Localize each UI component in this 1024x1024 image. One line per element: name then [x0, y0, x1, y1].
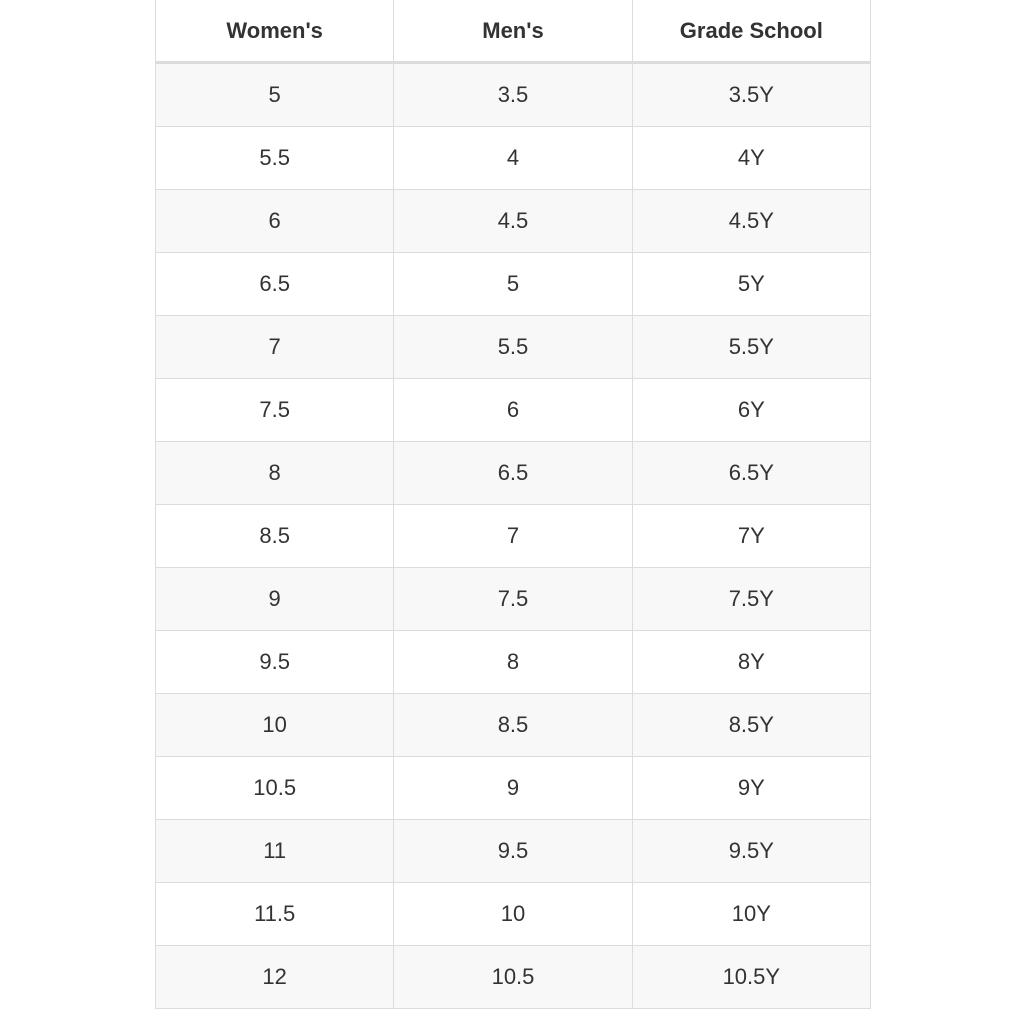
mens-size-cell: 9.5 — [394, 820, 632, 883]
womens-size-cell: 7 — [156, 316, 394, 379]
header-row — [156, 0, 871, 63]
table-row — [156, 694, 871, 757]
mens-size-cell: 6.5 — [394, 442, 632, 505]
grade-school-size-cell: 6.5Y — [632, 442, 870, 505]
mens-size-cell: 8 — [394, 631, 632, 694]
womens-size-cell: 6 — [156, 190, 394, 253]
womens-size-cell: 12 — [156, 946, 394, 1009]
column-header-womens: Women's — [156, 0, 394, 63]
womens-size-cell: 11 — [156, 820, 394, 883]
grade-school-size-cell: 8Y — [632, 631, 870, 694]
mens-size-cell: 3.5 — [394, 63, 632, 127]
table-row — [156, 883, 871, 946]
grade-school-size-cell: 7.5Y — [632, 568, 870, 631]
womens-size-cell: 5.5 — [156, 127, 394, 190]
table-header — [156, 0, 871, 63]
womens-size-cell: 9 — [156, 568, 394, 631]
mens-size-cell: 8.5 — [394, 694, 632, 757]
grade-school-size-cell: 3.5Y — [632, 63, 870, 127]
mens-size-cell: 7 — [394, 505, 632, 568]
table-row — [156, 127, 871, 190]
womens-size-cell: 8 — [156, 442, 394, 505]
womens-size-cell: 10.5 — [156, 757, 394, 820]
mens-size-cell: 5.5 — [394, 316, 632, 379]
womens-size-cell: 8.5 — [156, 505, 394, 568]
womens-size-cell: 9.5 — [156, 631, 394, 694]
table-row — [156, 757, 871, 820]
womens-size-cell: 7.5 — [156, 379, 394, 442]
grade-school-size-cell: 5.5Y — [632, 316, 870, 379]
table-row — [156, 946, 871, 1009]
grade-school-size-cell: 10Y — [632, 883, 870, 946]
grade-school-size-cell: 4Y — [632, 127, 870, 190]
table-row — [156, 568, 871, 631]
mens-size-cell: 7.5 — [394, 568, 632, 631]
grade-school-size-cell: 7Y — [632, 505, 870, 568]
grade-school-size-cell: 9Y — [632, 757, 870, 820]
grade-school-size-cell: 8.5Y — [632, 694, 870, 757]
mens-size-cell: 6 — [394, 379, 632, 442]
table-row — [156, 253, 871, 316]
mens-size-cell: 9 — [394, 757, 632, 820]
table-body — [156, 63, 871, 1009]
table-row — [156, 442, 871, 505]
grade-school-size-cell: 9.5Y — [632, 820, 870, 883]
table-row — [156, 316, 871, 379]
table-row — [156, 505, 871, 568]
column-header-grade-school: Grade School — [632, 0, 870, 63]
mens-size-cell: 10 — [394, 883, 632, 946]
table-row — [156, 631, 871, 694]
grade-school-size-cell: 6Y — [632, 379, 870, 442]
womens-size-cell: 11.5 — [156, 883, 394, 946]
column-header-mens: Men's — [394, 0, 632, 63]
table-row — [156, 379, 871, 442]
grade-school-size-cell: 10.5Y — [632, 946, 870, 1009]
table-row — [156, 190, 871, 253]
womens-size-cell: 10 — [156, 694, 394, 757]
mens-size-cell: 4.5 — [394, 190, 632, 253]
mens-size-cell: 4 — [394, 127, 632, 190]
womens-size-cell: 5 — [156, 63, 394, 127]
grade-school-size-cell: 4.5Y — [632, 190, 870, 253]
mens-size-cell: 10.5 — [394, 946, 632, 1009]
table-row — [156, 63, 871, 127]
size-conversion-table — [155, 0, 871, 1009]
table-row — [156, 820, 871, 883]
grade-school-size-cell: 5Y — [632, 253, 870, 316]
womens-size-cell: 6.5 — [156, 253, 394, 316]
mens-size-cell: 5 — [394, 253, 632, 316]
